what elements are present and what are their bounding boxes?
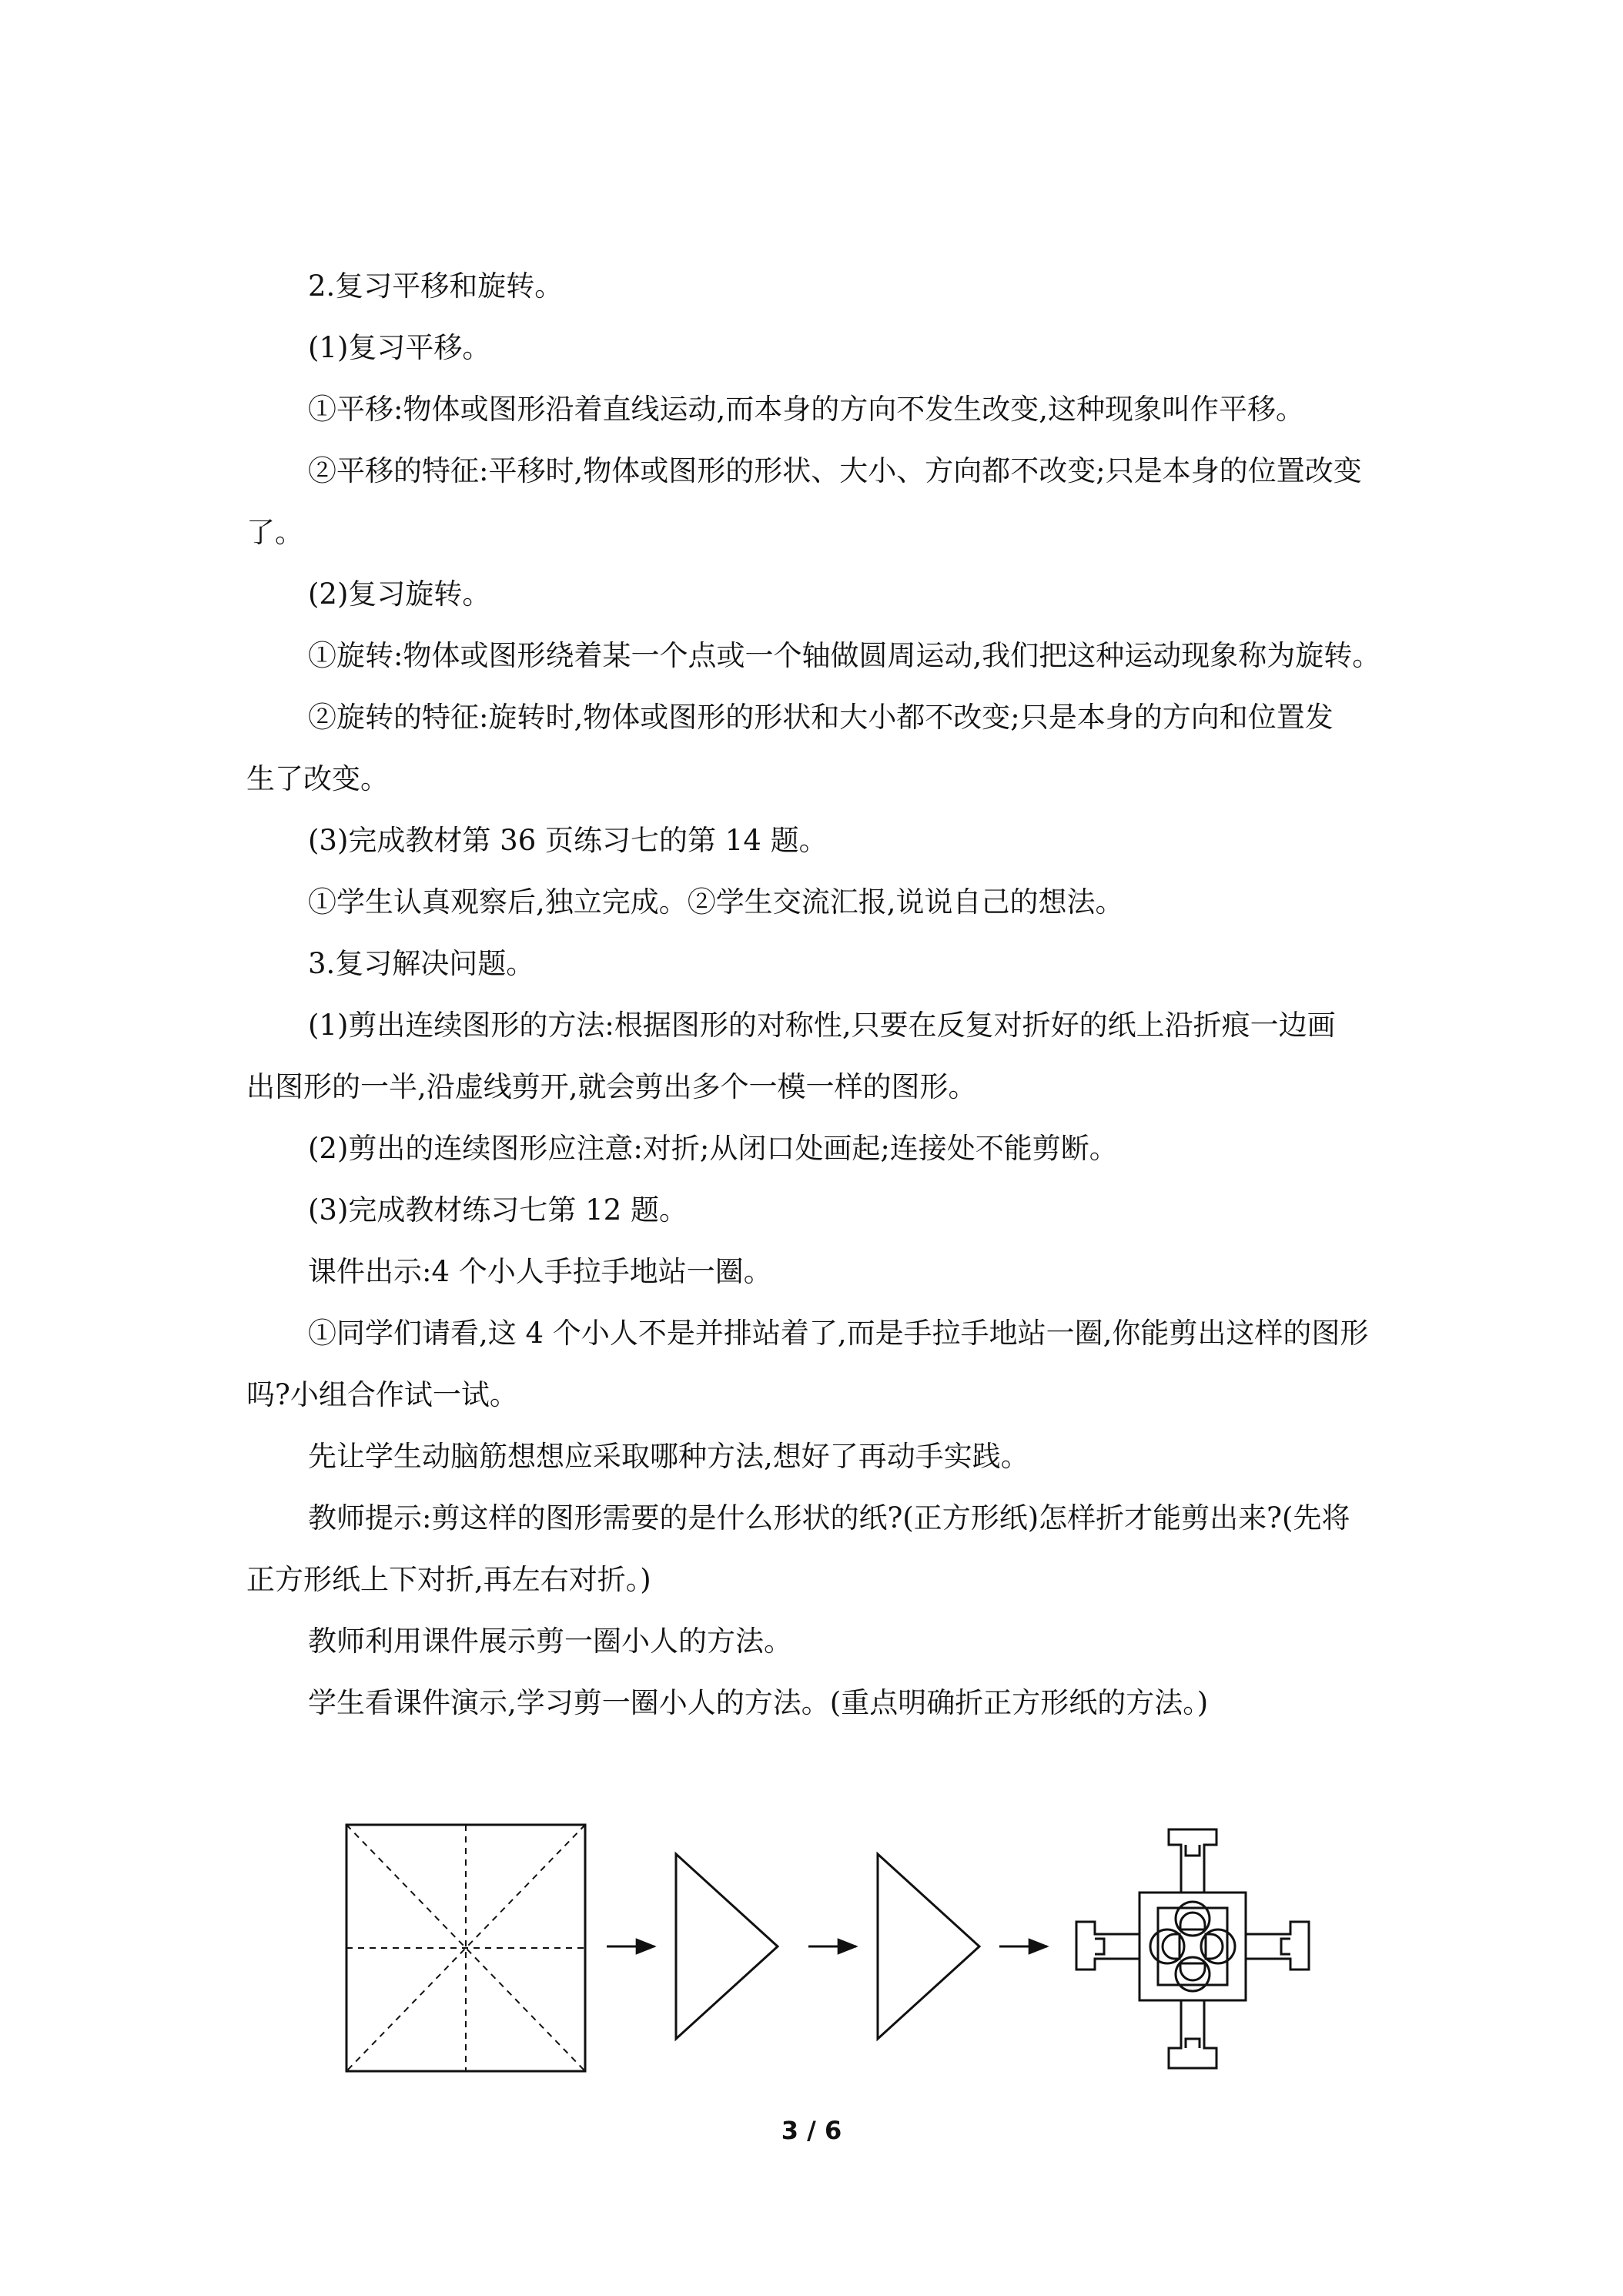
page-number: 3 / 6 xyxy=(781,2116,842,2145)
cutout-pattern xyxy=(1076,1829,1309,2068)
subsection-heading: (1)复习平移。 xyxy=(308,331,491,364)
paragraph-line: ①平移:物体或图形沿着直线运动,而本身的方向不发生改变,这种现象叫作平移。 xyxy=(308,393,1304,426)
paragraph-line: (3)完成教材练习七第 12 题。 xyxy=(308,1193,688,1227)
paragraph-line: ①旋转:物体或图形绕着某一个点或一个轴做圆周运动,我们把这种运动现象称为旋转。 xyxy=(308,639,1381,672)
paragraph-line: 吗?小组合作试一试。 xyxy=(246,1378,518,1411)
paragraph-line: 生了改变。 xyxy=(246,762,389,795)
paragraph-line: 教师提示:剪这样的图形需要的是什么形状的纸?(正方形纸)怎样折才能剪出来?(先将 xyxy=(308,1501,1350,1535)
paragraph-line: 出图形的一半,沿虚线剪开,就会剪出多个一模一样的图形。 xyxy=(246,1070,977,1103)
folded-triangle xyxy=(878,1854,979,2039)
paragraph-line: (3)完成教材第 36 页练习七的第 14 题。 xyxy=(308,824,828,857)
paragraph-line: ①同学们请看,这 4 个小人不是并排站着了,而是手拉手地站一圈,你能剪出这样的图形 xyxy=(308,1317,1369,1350)
section-heading: 3.复习解决问题。 xyxy=(308,947,535,980)
square-paper-fold-lines xyxy=(346,1825,585,2071)
paragraph-line: 正方形纸上下对折,再左右对折。) xyxy=(246,1563,651,1596)
section-heading: 2.复习平移和旋转。 xyxy=(308,269,564,303)
paragraph-line: ②旋转的特征:旋转时,物体或图形的形状和大小都不改变;只是本身的方向和位置发 xyxy=(308,701,1334,734)
paragraph-line: ①学生认真观察后,独立完成。②学生交流汇报,说说自己的想法。 xyxy=(308,885,1124,919)
paragraph-line: (1)剪出连续图形的方法:根据图形的对称性,只要在反复对折好的纸上沿折痕一边画 xyxy=(308,1009,1336,1042)
paragraph-line: 了。 xyxy=(246,516,303,549)
paragraph-line: (2)剪出的连续图形应注意:对折;从闭口处画起;连接处不能剪断。 xyxy=(308,1132,1118,1165)
paragraph-line: 先让学生动脑筋想想应采取哪种方法,想好了再动手实践。 xyxy=(308,1440,1029,1473)
folded-triangle xyxy=(676,1854,778,2039)
paragraph-line: ②平移的特征:平移时,物体或图形的形状、大小、方向都不改变;只是本身的位置改变 xyxy=(308,454,1362,487)
paragraph-line: 学生看课件演示,学习剪一圈小人的方法。(重点明确折正方形纸的方法。) xyxy=(308,1686,1209,1719)
subsection-heading: (2)复习旋转。 xyxy=(308,577,491,611)
paper-folding-figure xyxy=(339,1817,1355,2102)
paragraph-line: 教师利用课件展示剪一圈小人的方法。 xyxy=(308,1625,792,1658)
paragraph-line: 课件出示:4 个小人手拉手地站一圈。 xyxy=(308,1255,772,1288)
document-body xyxy=(246,256,1417,1734)
